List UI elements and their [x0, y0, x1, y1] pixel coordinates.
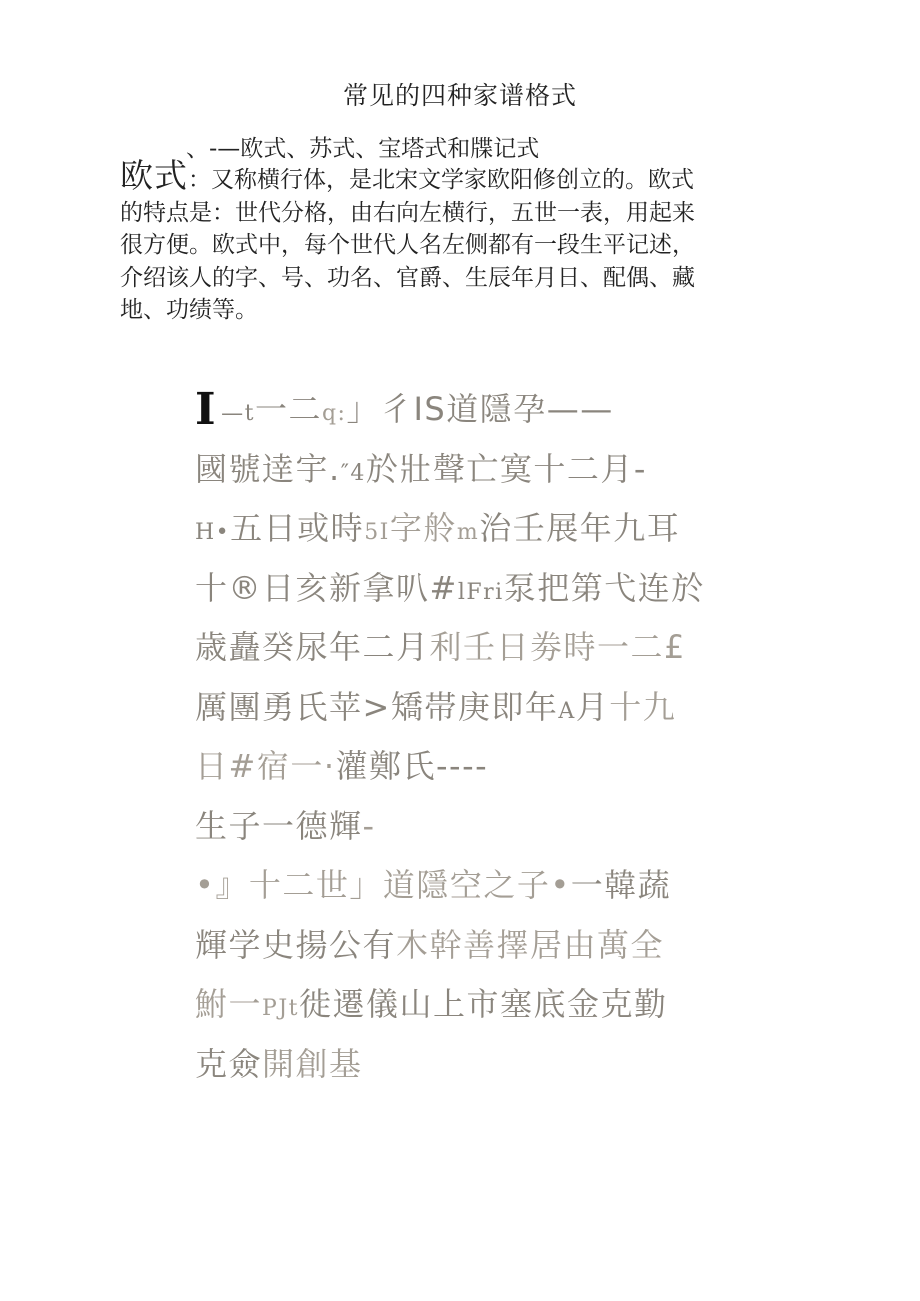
intro-text-1: ：又称横行体，是北宋文学家欧阳修创立的。欧式 — [188, 167, 694, 193]
scan-fragment: 」彳IS道隱孕—— — [346, 390, 614, 428]
scan-fragment: • — [550, 866, 571, 904]
scan-fragment: 一韓蔬 — [570, 866, 672, 904]
scan-fragment: · — [323, 747, 336, 785]
intro-line-4: 介绍该人的字、号、功名、官爵、生辰年月日、配偶、藏 — [120, 264, 695, 291]
scan-line-7 — [195, 737, 755, 797]
intro-line-2: 的特点是：世代分格，由右向左横行，五世一表，用起来 — [120, 199, 695, 226]
scanned-genealogy-text — [195, 380, 755, 1094]
scan-line-6 — [195, 678, 755, 738]
scan-fragment: 利壬日劵時一二£ — [429, 628, 686, 666]
scan-fragment: 厲團勇氏苹>矯帯庚即年 — [195, 687, 559, 726]
intro-paragraph — [120, 156, 810, 327]
scan-line-5 — [195, 618, 755, 678]
scan-fragment: 五日或時 — [230, 509, 365, 547]
scan-fragment: 鮒一 — [195, 985, 263, 1023]
scan-fragment: 月 — [575, 687, 610, 726]
scan-fragment: 日#宿一 — [195, 747, 324, 785]
scan-fragment: PJt — [262, 996, 299, 1021]
scan-fragment: 一二 — [254, 390, 322, 428]
scan-fragment: ″4 — [340, 460, 366, 486]
scan-line-8 — [195, 797, 755, 857]
scan-fragment: q: — [321, 401, 347, 426]
scan-fragment: 字舲 — [389, 509, 457, 547]
scan-line-9 — [195, 856, 755, 916]
scan-fragment: 克僉 — [195, 1044, 263, 1083]
scan-fragment: 治壬展年九耳 — [479, 509, 681, 547]
scan-fragment: 徙遷儀山上市塞底金克勤 — [298, 985, 668, 1023]
scan-fragment: 十®日亥新拿叭# — [195, 568, 458, 607]
scan-fragment: 木幹善擇居由萬全 — [396, 925, 665, 964]
intro-line-3: 很方便。欧式中，每个世代人名左侧都有一段生平记述， — [120, 232, 695, 258]
scan-fragment: 十九 — [609, 687, 677, 726]
document-subtitle: 、-—欧式、苏式、宝塔式和牒记式 — [186, 136, 540, 162]
scan-line-4 — [195, 559, 755, 619]
scan-fragment: 開創基 — [262, 1044, 363, 1083]
scan-line-2 — [195, 440, 755, 500]
scan-fragment: - — [362, 806, 376, 845]
scan-fragment: 歳矗癸尿年二月 — [195, 628, 430, 666]
intro-line-1 — [120, 156, 810, 197]
intro-line-5: 地、功绩等。 — [120, 297, 258, 323]
scan-fragment: A — [558, 698, 576, 724]
scan-fragment: 輝学史揚公有 — [195, 925, 397, 964]
scan-fragment: lFri — [457, 579, 504, 605]
scan-line-11 — [195, 975, 755, 1035]
scan-line-1 — [195, 380, 755, 440]
scan-fragment: 於壯聲亡寞十二月- — [365, 449, 647, 488]
scan-fragment: 泵把第弋连於 — [503, 568, 705, 607]
intro-lead: 欧式 — [120, 156, 188, 195]
scan-fragment: —t — [221, 401, 255, 426]
scan-fragment: 灌鄭氏---- — [335, 747, 489, 785]
scan-line-10 — [195, 916, 755, 976]
scan-fragment: m — [456, 520, 480, 545]
scan-fragment: 生子一德輝 — [195, 806, 363, 845]
scan-line-3 — [195, 499, 755, 559]
scan-big-i: I — [195, 384, 218, 435]
scan-line-12 — [195, 1035, 755, 1095]
scan-fragment: •』十二世」道隱空之子 — [195, 866, 551, 904]
document-title: 常见的四种家谱格式 — [342, 81, 577, 110]
scan-fragment: 5I — [364, 520, 390, 545]
scan-fragment: H• — [195, 520, 231, 545]
scan-fragment: 國號逹宇. — [195, 449, 341, 488]
